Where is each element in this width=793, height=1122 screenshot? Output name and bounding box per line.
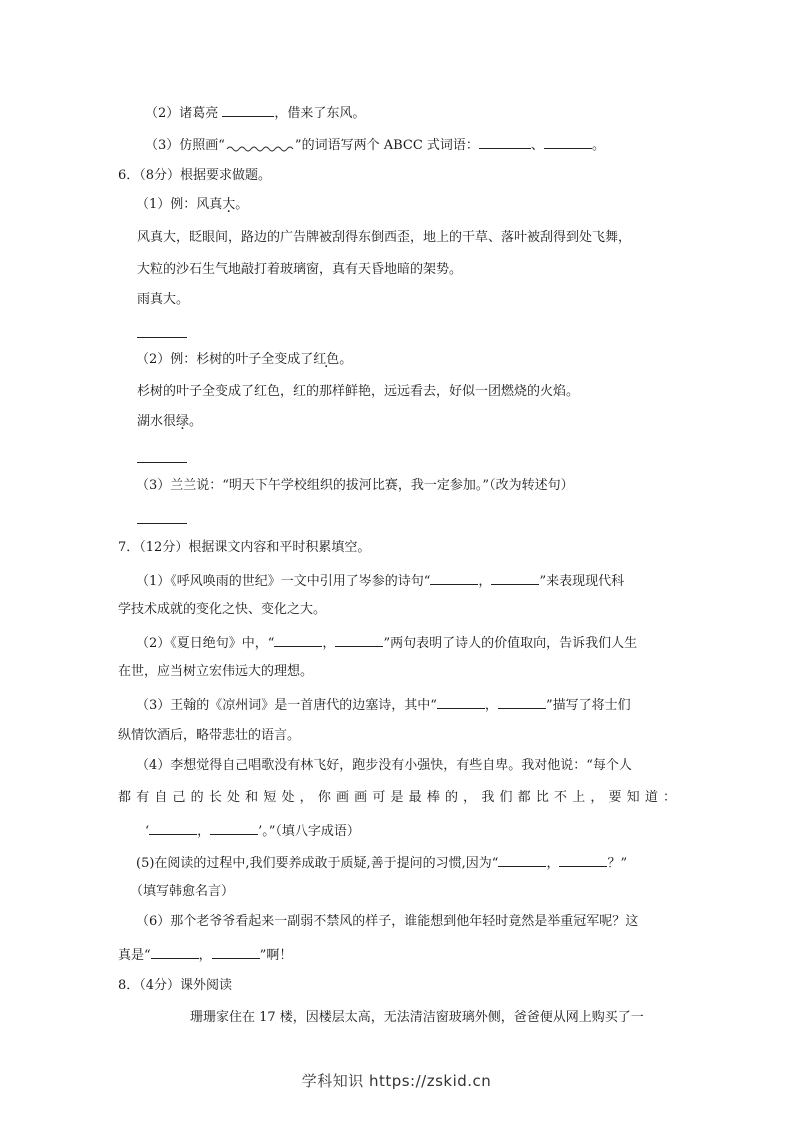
answer-blank[interactable] [437,694,485,709]
q5-sub3-end: 。 [591,138,605,153]
q7-s6-line1: （6）那个老爷爷看起来一副弱不禁风的样子，谁能想到他年轻时竟然是举重冠军呢？这 [136,914,639,929]
q7-s2 [136,632,637,654]
answer-blank[interactable] [559,852,607,867]
emphasis-dot-text: 大 [222,197,236,212]
q6-ex1-line2: 大粒的沙石生气地敲打着玻璃窗，真有天昏地暗的架势。 [137,262,463,277]
q7-s5 [136,852,627,874]
answer-blank[interactable] [498,694,546,709]
answer-blank[interactable] [212,944,260,959]
q6-ex1 [136,195,248,215]
q6-task2-prefix: 湖水很 [137,414,177,429]
q8-line1: 珊珊家住在 17 楼，因楼层太高，无法清洁窗玻璃外侧，爸爸便从网上购买了一 [190,1010,644,1025]
q7-s6-c: ”啊！ [259,948,293,963]
page-footer: 学科知识 https://zskid.cn [301,1072,492,1090]
q5-sub3-text-b: ”的词语写两个 ABCC 式词语： [294,138,479,153]
q5-sub3-sep: 、 [530,138,544,153]
answer-blank[interactable] [335,632,383,647]
q7-s2-c: ”两句表明了诗人的价值取向，告诉我们人生 [383,636,638,651]
answer-line[interactable] [137,523,187,524]
q7-s5-b: ， [546,856,560,871]
q7-s5-c: ？” [607,856,628,871]
q6-sub3: （3）兰兰说：“明天下午学校组织的拔河比赛，我一定参加。”（改为转述句） [136,478,574,493]
q7-s6-line2 [118,944,292,966]
q7-s4-c: ’。”（填八字成语） [258,824,360,839]
emphasis-dot-text: 红色 [313,352,340,367]
q5-sub2 [145,102,365,124]
q6-ex2-end: 。 [339,352,353,367]
q7-s3-line2: 纵情饮酒后，略带悲壮的语言。 [118,728,301,743]
q5-sub2-text-a: （2）诸葛亮 [145,106,219,121]
answer-blank[interactable] [430,570,478,585]
q6-header: 6．（8分）根据要求做题。 [118,168,272,183]
q7-s4-line1: （4）李想觉得自己唱歌没有林飞好，跑步没有小强快，有些自卑。我对他说：“每个人 [136,758,632,773]
answer-line[interactable] [137,462,187,463]
answer-line[interactable] [137,337,187,338]
answer-blank[interactable] [498,852,546,867]
wavy-underline [225,138,295,152]
answer-blank[interactable] [479,134,531,149]
q7-s2-line2: 在世，应当树立宏伟远大的理想。 [118,664,314,679]
q7-s5-a: (5)在阅读的过程中,我们要养成敢于质疑,善于提问的习惯,因为“ [136,856,499,871]
q6-task2 [137,412,202,432]
q6-ex2 [136,350,352,370]
q6-task2-end: 。 [189,414,203,429]
q5-sub2-text-b: ，借来了东风。 [274,106,366,121]
answer-blank[interactable] [210,820,258,835]
q7-header: 7．（12分）根据课文内容和平时积累填空。 [118,540,371,555]
answer-blank[interactable] [222,102,274,117]
q5-sub3-text-a: （3）仿照画“ [145,138,225,153]
q6-ex1-prefix: （1）例：风真 [136,197,223,212]
q7-s4-b: ， [197,824,211,839]
q7-s3 [136,694,631,716]
q7-s1-c: ”来表现现代科 [539,574,625,589]
answer-blank[interactable] [274,632,322,647]
q7-s3-a: （3）王翰的《凉州词》是一首唐代的边塞诗，其中“ [136,698,437,713]
q7-s1-line2: 学技术成就的变化之快、变化之大。 [118,602,327,617]
emphasis-dot-text: 绿 [176,414,190,429]
answer-blank[interactable] [544,134,592,149]
q6-ex1-end: 。 [235,197,249,212]
q6-ex2-line1: 杉树的叶子全变成了红色，红的那样鲜艳，远远看去，好似一团燃烧的火焰。 [137,384,580,399]
q7-s5-line2: （填写韩愈名言） [130,884,235,899]
q8-header: 8．（4分）课外阅读 [118,978,233,993]
q7-s4-line2: 都有自己的长处和短处，你画画可是最棒的，我们都比不上，要知道： [118,790,676,805]
q7-s4-a: ‘ [145,824,150,839]
q6-task1: 雨真大。 [137,292,190,307]
answer-blank[interactable] [491,570,539,585]
q7-s2-b: ， [322,636,336,651]
answer-blank[interactable] [149,820,197,835]
q7-s3-c: ”描写了将士们 [545,698,631,713]
q7-s3-b: ， [484,698,498,713]
q7-s1-a: （1）《呼风唤雨的世纪》一文中引用了岑参的诗句“ [136,574,431,589]
q7-s2-a: （2）《夏日绝句》中，“ [136,636,275,651]
answer-blank[interactable] [151,944,199,959]
q7-s1-b: ， [478,574,492,589]
q7-s4-line3 [145,820,360,842]
q5-sub3 [145,134,605,156]
q7-s1 [136,570,624,592]
q7-s6-a: 真是“ [118,948,151,963]
q6-ex2-prefix: （2）例：杉树的叶子全变成了 [136,352,314,367]
q7-s6-b: ， [198,948,212,963]
q6-ex1-line1: 风真大，眨眼间，路边的广告牌被刮得东倒西歪，地上的干草、落叶被刮得到处飞舞， [137,230,632,245]
